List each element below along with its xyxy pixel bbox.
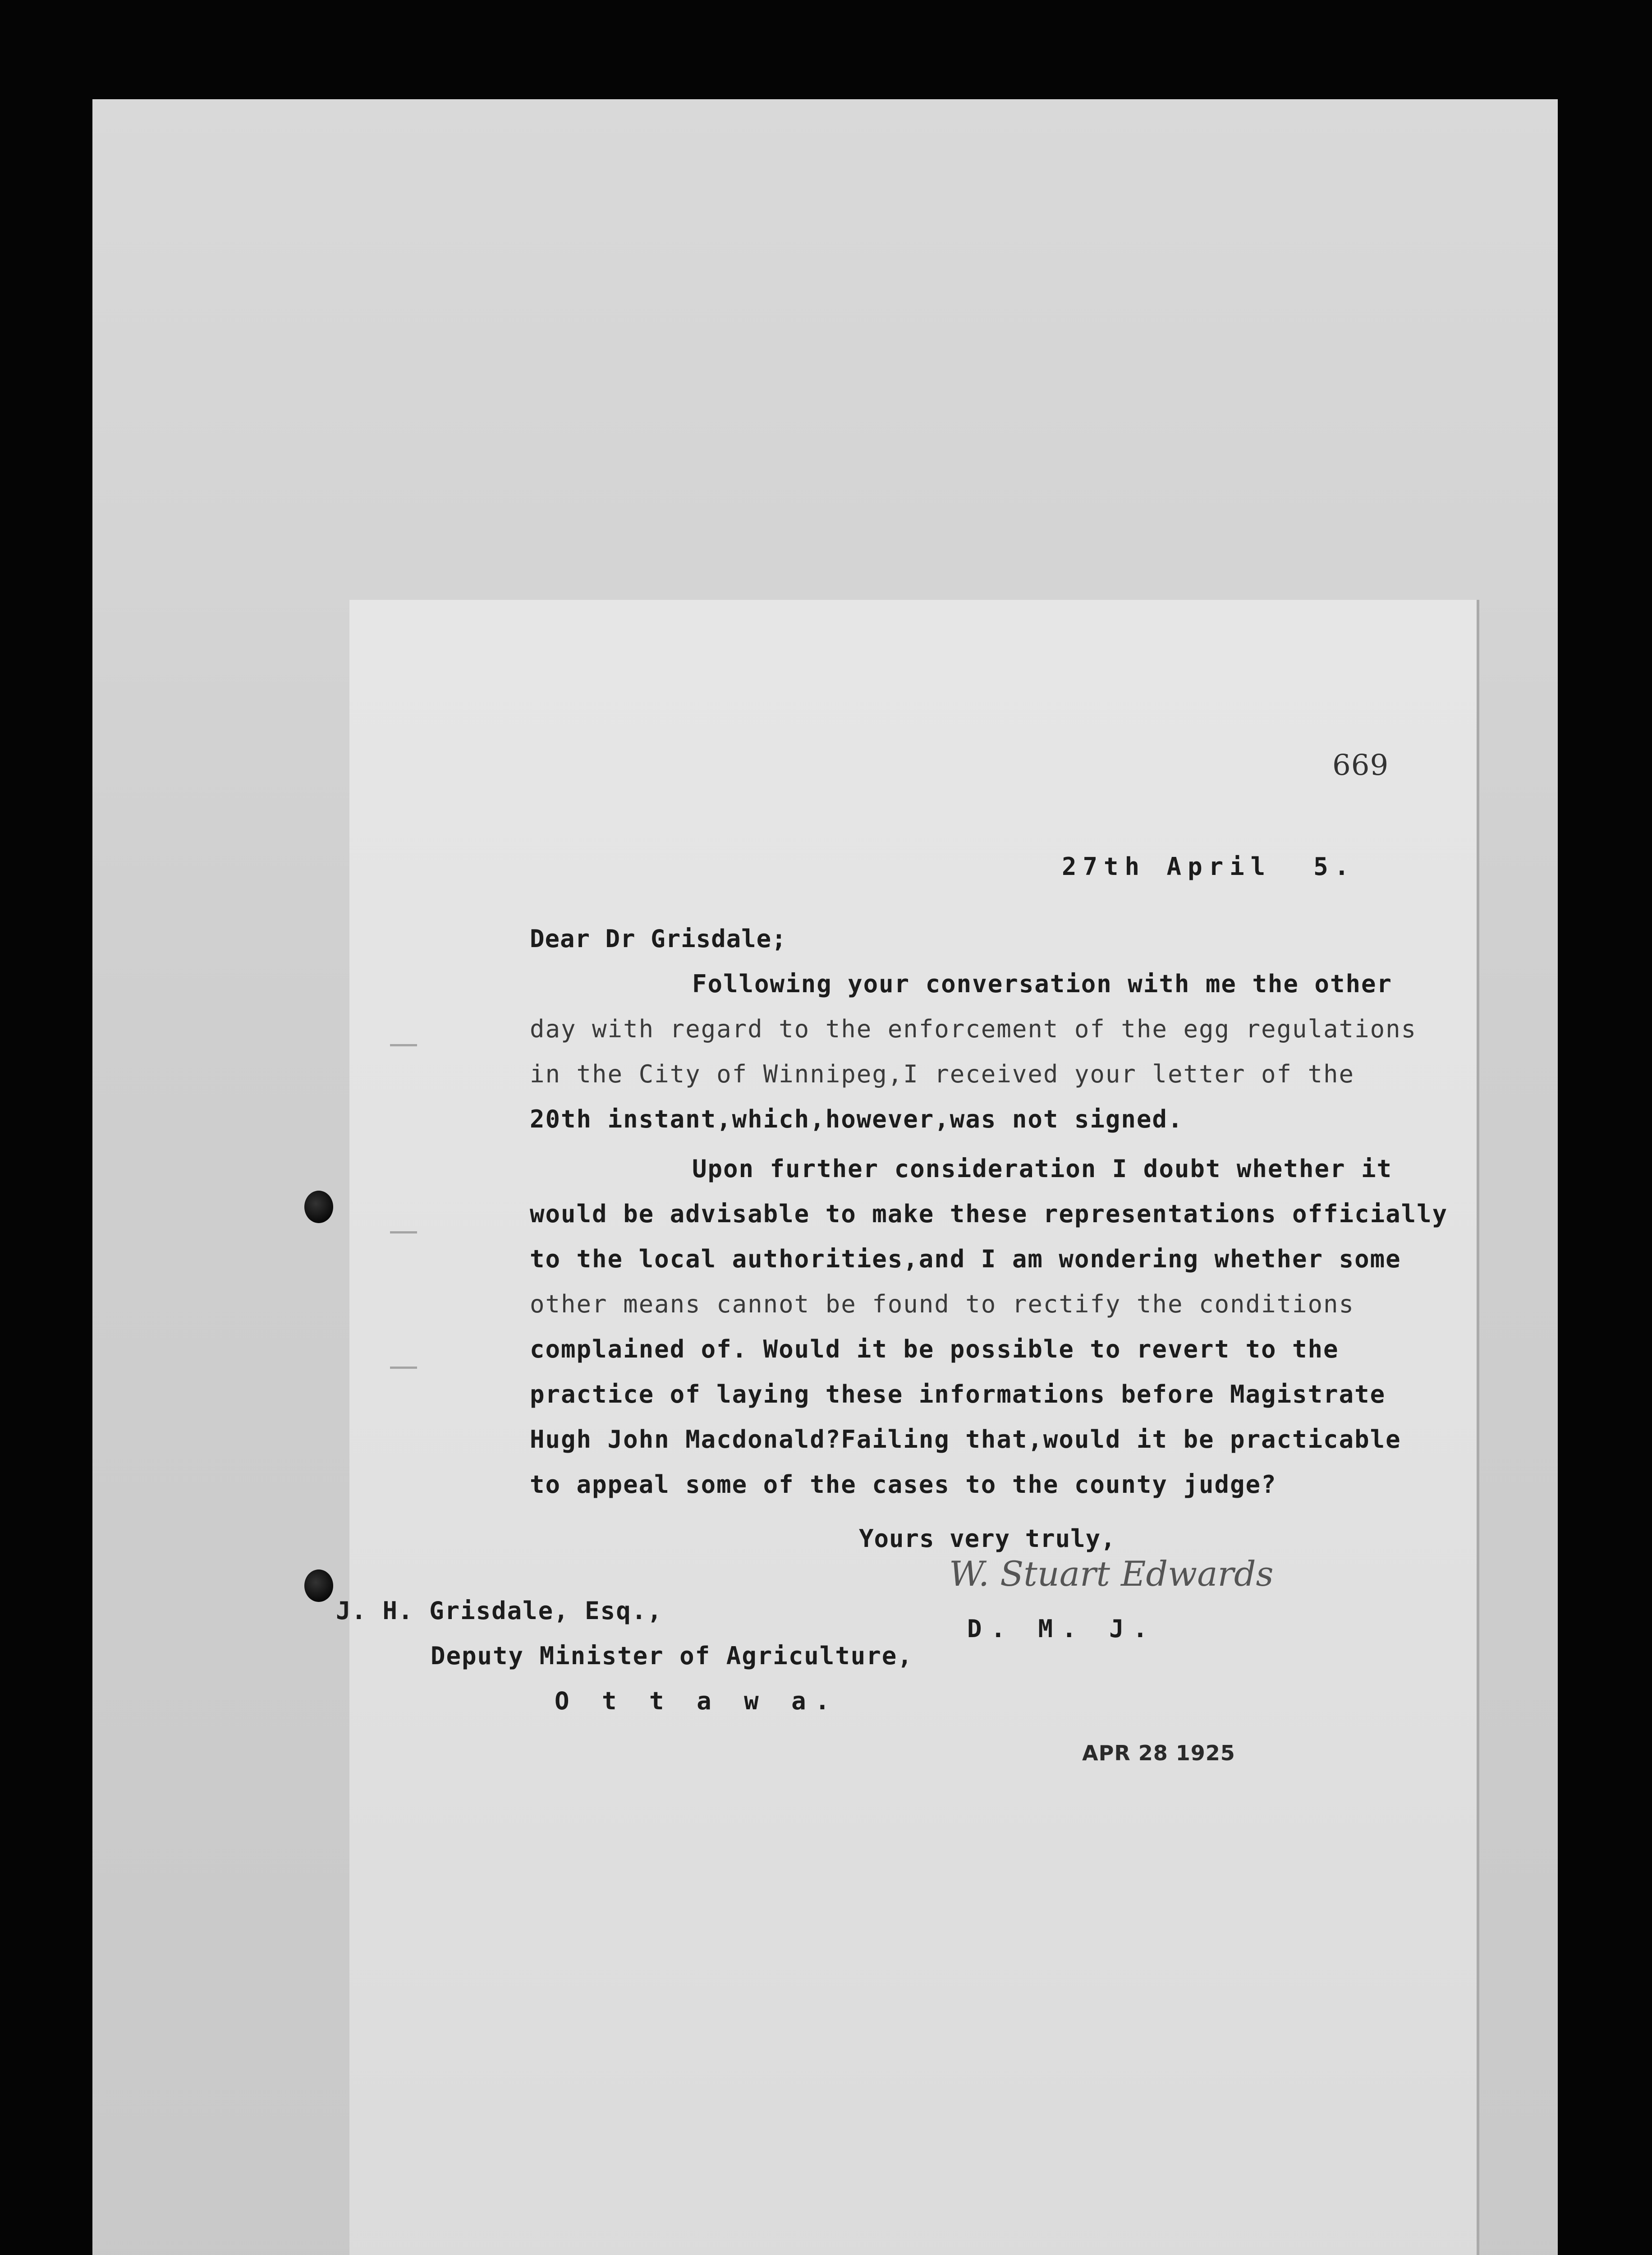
margin-mark	[390, 1044, 417, 1046]
body-line: 20th instant,which,however,was not signed.	[530, 1105, 1184, 1133]
letter-sheet	[336, 600, 1479, 2255]
margin-mark	[390, 1367, 417, 1369]
signature: W. Stuart Edwards	[949, 1554, 1274, 1594]
body-line: to appeal some of the cases to the county judge?	[530, 1470, 1277, 1499]
body-line: Following your conversation with me the other	[692, 970, 1392, 998]
body-line: Hugh John Macdonald?Failing that,would it be practicable	[530, 1425, 1401, 1454]
body-line: day with regard to the enforcement of the egg regulations	[530, 1015, 1417, 1043]
body-line: would be advisable to make these representations officially	[530, 1200, 1448, 1228]
letter-date: 27th April 5.	[1062, 852, 1356, 881]
recipient-title: Deputy Minister of Agriculture,	[431, 1642, 913, 1670]
mounting-card	[92, 99, 1558, 2255]
body-line: other means cannot be found to rectify the conditions	[530, 1290, 1355, 1318]
sender-initials: D. M. J.	[967, 1615, 1157, 1643]
page-number: 669	[1332, 749, 1389, 782]
punch-hole	[304, 1191, 333, 1223]
recipient-name: J. H. Grisdale, Esq.,	[336, 1597, 663, 1625]
salutation: Dear Dr Grisdale;	[530, 925, 787, 953]
body-line: to the local authorities,and I am wondering whether some	[530, 1245, 1401, 1273]
margin-mark	[390, 1231, 417, 1233]
body-line: in the City of Winnipeg,I received your letter of the	[530, 1060, 1355, 1088]
closing: Yours very truly,	[859, 1524, 1116, 1553]
received-date-stamp: APR 28 1925	[1082, 1741, 1235, 1765]
body-line: complained of. Would it be possible to revert to the	[530, 1335, 1339, 1363]
recipient-city: O t t a w a.	[555, 1687, 839, 1715]
punch-hole	[304, 1569, 333, 1602]
body-line: practice of laying these informations before Magistrate	[530, 1380, 1386, 1408]
body-line: Upon further consideration I doubt whether it	[692, 1155, 1392, 1183]
